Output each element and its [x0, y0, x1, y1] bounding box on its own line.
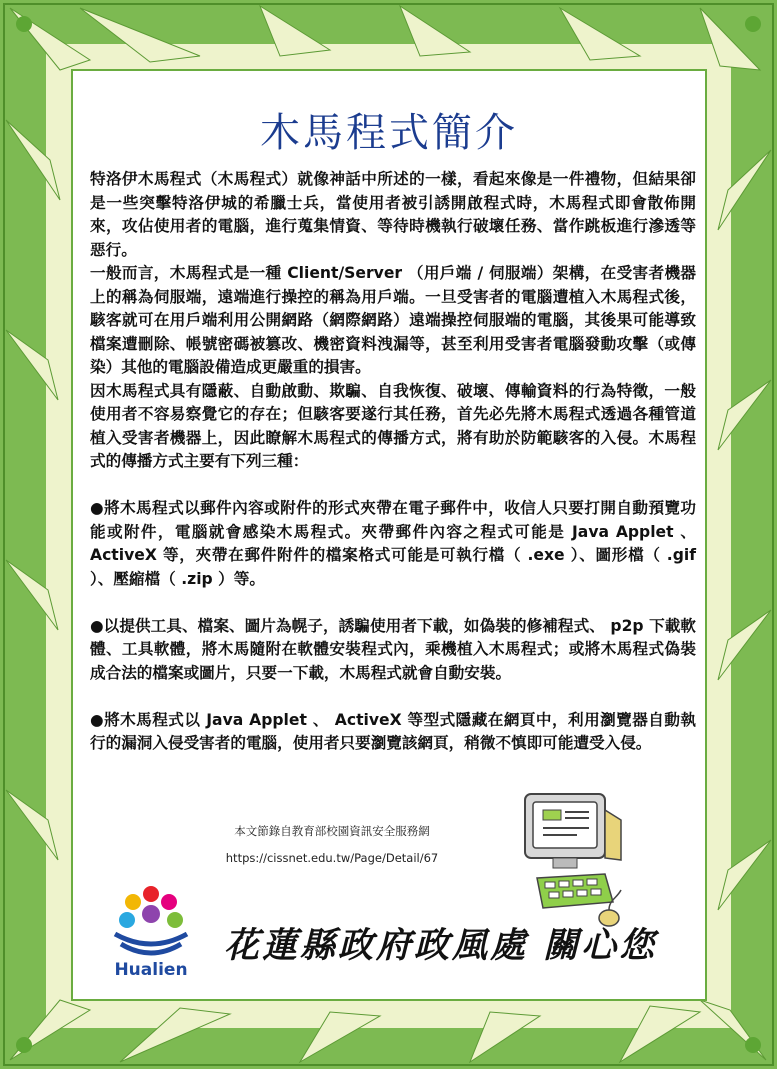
logo-text: Hualien [114, 960, 188, 980]
source-url: https://cissnet.edu.tw/Page/Detail/67 [225, 851, 439, 865]
source-citation [202, 818, 462, 872]
hualien-flower-icon [109, 884, 193, 962]
hualien-logo [109, 884, 193, 994]
page-title: 木馬程式簡介 [260, 110, 518, 156]
source-line: 本文節錄自教育部校園資訊安全服務網 [234, 824, 430, 838]
content-panel [72, 70, 706, 1000]
computer-illustration-icon [517, 790, 627, 930]
paragraph: 一般而言，木馬程式是一種 Client/Server （用戶端 / 伺服端）架構，在受害者機器上的稱為伺服端，遠端進行操控的稱為用戶端。一旦受害者的電腦遭植入木馬程式後，駭客就可在用戶端利用公開網路（網際網路）遠端操控伺服端的電腦，其後果可能導致檔案遭刪除、帳號密碼被篡改、機密資料洩漏等，甚至利用受害者電腦發動攻擊（或傳染）其他的電腦設備造成更嚴重的損害。 [90, 264, 696, 376]
bullet-item: ●以提供工具、檔案、圖片為幌子，誘騙使用者下載，如偽裝的修補程式、 p2p 下載軟體、工具軟體，將木馬隨附在軟體安裝程式內，乘機植入木馬程式；或將木馬程式偽裝成合法的檔案或圖片，只要一下載，木馬程式就會自動安裝。 [90, 616, 696, 682]
article-body [90, 168, 696, 756]
bullet-item: ●將木馬程式以 Java Applet 、 ActiveX 等型式隱藏在網頁中，利用瀏覽器自動執行的漏洞入侵受害者的電腦，使用者只要瀏覽該網頁，稍微不慎即可能遭受入侵。 [90, 710, 696, 752]
paragraph: 特洛伊木馬程式（木馬程式）就像神話中所述的一樣，看起來像是一件禮物，但結果卻是一些突擊特洛伊城的希臘士兵，當使用者被引誘開啟程式時，木馬程式即會散佈開來，攻佔使用者的電腦，進行蒐集情資、等待時機執行破壞任務、當作跳板進行滲透等惡行。 [90, 170, 696, 259]
bullet-item: ●將木馬程式以郵件內容或附件的形式夾帶在電子郵件中，收信人只要打開自動預覽功能或附件，電腦就會感染木馬程式。夾帶郵件內容之程式可能是 Java Applet 、 ActiveX 等，夾帶在郵件附件的檔案格式可能是可執行檔（ .exe ）、圖形檔（ .gif ）、壓縮檔（ .zip ）等。 [90, 499, 696, 588]
paragraph: 因木馬程式具有隱蔽、自動啟動、欺騙、自我恢復、破壞、傳輸資料的行為特徵，一般使用者不容易察覺它的存在；但駭客要遂行其任務，首先必先將木馬程式透過各種管道植入受害者機器上，因此瞭解木馬程式的傳播方式，將有助於防範駭客的入侵。木馬程式的傳播方式主要有下列三種： [90, 381, 696, 470]
footer-slogan: 花蓮縣政府政風處 關心您 [224, 925, 658, 966]
